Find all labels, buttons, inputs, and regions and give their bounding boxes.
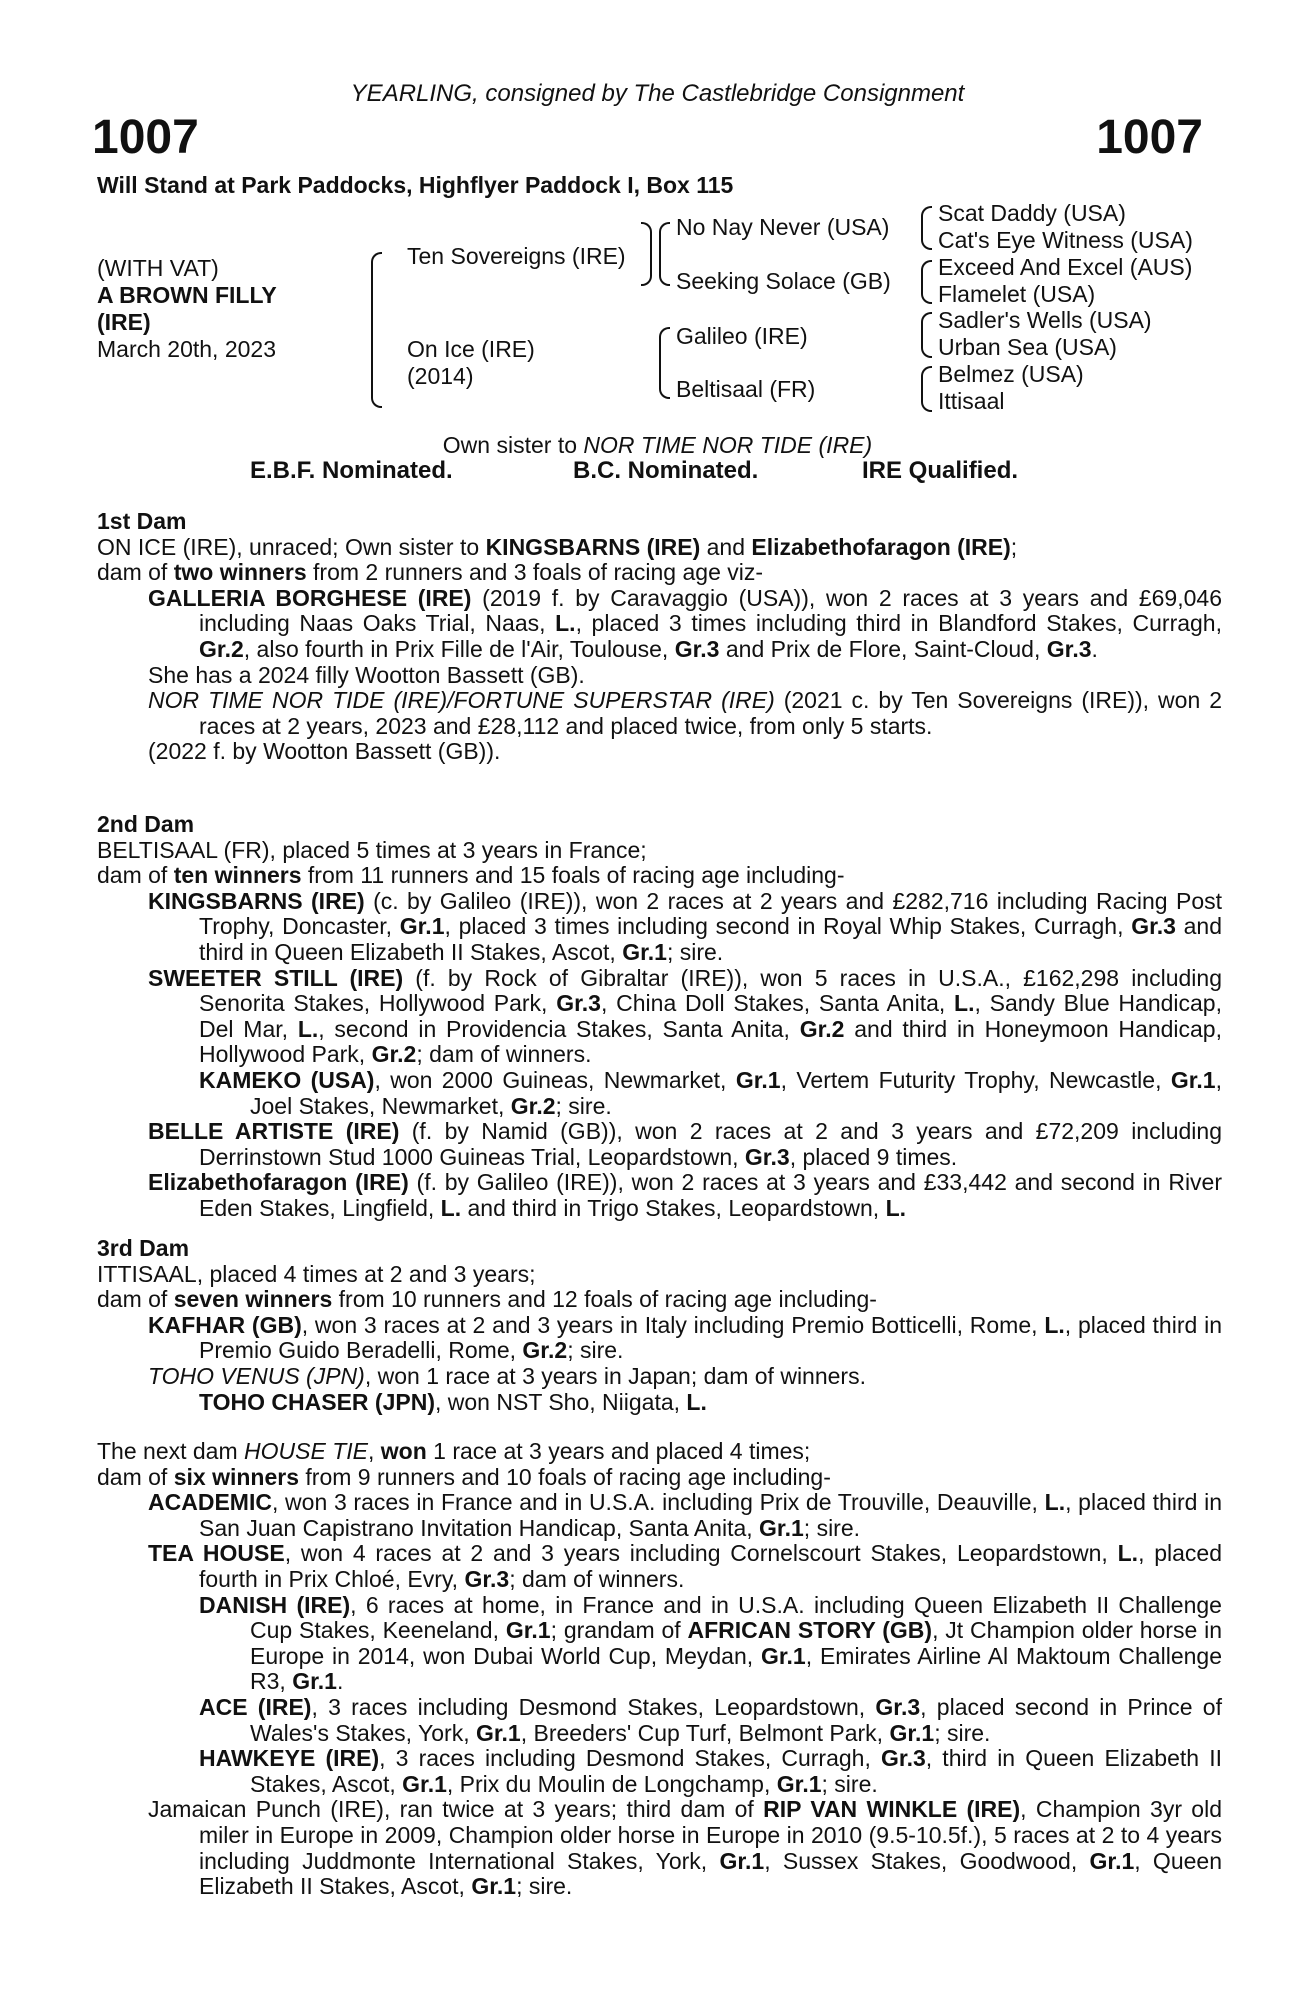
produce-summary: dam of ten winners from 11 runners and 15 foals of racing age including-: [97, 862, 845, 889]
pedigree-brace-g1: [921, 206, 932, 250]
produce-summary: dam of two winners from 2 runners and 3 foals of racing age viz-: [97, 559, 764, 586]
dam-line: ITTISAAL, placed 4 times at 2 and 3 years;: [97, 1260, 536, 1287]
produce-entry: KINGSBARNS (IRE) (c. by Galileo (IRE)), won 2 races at 2 years and £282,716 including Racing Post Trophy, Doncaster, Gr.1, placed 3 times including second in Royal Whip Stakes, Curragh, Gr.3 and third in Queen Elizabeth II Stakes, Ascot, Gr.1; sire.: [148, 887, 1223, 965]
dam-line: BELTISAAL (FR), placed 5 times at 3 years in France;: [97, 836, 647, 863]
pedigree-brace-main: [371, 252, 382, 408]
dam-dam-name: Beltisaal (FR): [676, 376, 816, 402]
pedigree-brace-g4: [921, 366, 932, 412]
produce-entry: DANISH (IRE), 6 races at home, in France and in U.S.A. including Queen Elizabeth II Challenge Cup Stakes, Keeneland, Gr.1; grandam of AFRICAN STORY (GB), Jt Champion older horse in Europe in 2014, won Dubai World Cup, Meydan, Gr.1, Emirates Airline Al Maktoum Challenge R3, Gr.1.: [199, 1591, 1222, 1695]
pedigree-brace-sire-parents: [659, 222, 670, 286]
produce-entry: TEA HOUSE, won 4 races at 2 and 3 years including Cornelscourt Stakes, Leopardstown, L., placed fourth in Prix Chloé, Evry, Gr.3; dam of winners.: [148, 1540, 1223, 1592]
section-third-dam: [97, 1236, 1222, 1415]
consignment-line: YEARLING, consigned by The Castlebridge Consignment: [350, 80, 965, 107]
produce-entry: Elizabethofaragon (IRE) (f. by Galileo (IRE)), won 2 races at 3 years and £33,442 and second in River Eden Stakes, Lingfield, L. and third in Trigo Stakes, Leopardstown, L.: [148, 1169, 1223, 1221]
section-title: 3rd Dam: [97, 1235, 190, 1261]
sister-note: Own sister to NOR TIME NOR TIDE (IRE): [442, 432, 873, 458]
nomination-bc: B.C. Nominated.: [573, 457, 759, 484]
subject-dob: March 20th, 2023: [97, 336, 277, 362]
produce-entry: ACADEMIC, won 3 races in France and in U.S.A. including Prix de Trouville, Deauville, L., placed third in San Juan Capistrano Invitation Handicap, Santa Anita, Gr.1; sire.: [148, 1489, 1223, 1541]
dam-name: On Ice (IRE): [407, 336, 535, 362]
dam-year: (2014): [407, 363, 474, 389]
produce-entry: BELLE ARTISTE (IRE) (f. by Namid (GB)), won 2 races at 2 and 3 years and £72,209 including Derrinstown Stud 1000 Guineas Trial, Leopardstown, Gr.3, placed 9 times.: [148, 1118, 1222, 1170]
ancestor-4: Flamelet (USA): [938, 281, 1096, 307]
produce-entry: Jamaican Punch (IRE), ran twice at 3 years; third dam of RIP VAN WINKLE (IRE), Champion 3yr old miler in Europe in 2009, Champion older horse in Europe in 2010 (9.5-10.5f.), 5 races at 2 to 4 years including Juddmonte International Stakes, York, Gr.1, Sussex Stakes, Goodwood, Gr.1, Queen Elizabeth II Stakes, Ascot, Gr.1; sire.: [148, 1796, 1222, 1900]
produce-entry: (2022 f. by Wootton Bassett (GB)).: [148, 738, 501, 765]
subject-name-suffix: (IRE): [97, 309, 151, 335]
ancestor-3: Exceed And Excel (AUS): [938, 254, 1193, 280]
nomination-ire: IRE Qualified.: [862, 457, 1019, 484]
produce-entry: KAMEKO (USA), won 2000 Guineas, Newmarket, Gr.1, Vertem Futurity Trophy, Newcastle, Gr.1, Joel Stakes, Newmarket, Gr.2; sire.: [199, 1066, 1222, 1119]
sire-name: Ten Sovereigns (IRE): [407, 243, 626, 269]
dam-line: ON ICE (IRE), unraced; Own sister to KINGSBARNS (IRE) and Elizabethofaragon (IRE);: [97, 533, 1018, 560]
produce-entry: KAFHAR (GB), won 3 races at 2 and 3 years in Italy including Premio Botticelli, Rome, L., placed third in Premio Guido Beradelli, Rome, Gr.2; sire.: [148, 1311, 1222, 1364]
lot-number-right: 1007: [1096, 111, 1203, 164]
pedigree-brace-g3: [921, 312, 932, 358]
dam-line: The next dam HOUSE TIE, won 1 race at 3 years and placed 4 times;: [97, 1438, 811, 1464]
produce-entry: SWEETER STILL (IRE) (f. by Rock of Gibraltar (IRE)), won 5 races in U.S.A., £162,298 including Senorita Stakes, Hollywood Park, Gr.3, China Doll Stakes, Santa Anita, L., Sandy Blue Handicap, Del Mar, L., second in Providencia Stakes, Santa Anita, Gr.2 and third in Honeymoon Handicap, Hollywood Park, Gr.2; dam of winners.: [148, 964, 1222, 1068]
vat-note: (WITH VAT): [97, 255, 219, 281]
produce-summary: dam of six winners from 9 runners and 10 foals of racing age including-: [97, 1463, 831, 1490]
pedigree-brace-g2: [921, 260, 932, 304]
sire-sire-name: No Nay Never (USA): [676, 214, 890, 240]
dam-sire-name: Galileo (IRE): [676, 323, 808, 349]
produce-entry: GALLERIA BORGHESE (IRE) (2019 f. by Caravaggio (USA)), won 2 races at 3 years and £69,046 including Naas Oaks Trial, Naas, L., placed 3 times including third in Blandford Stakes, Curragh, Gr.2, also fourth in Prix Fille de l'Air, Toulouse, Gr.3 and Prix de Flore, Saint-Cloud, Gr.3.: [148, 584, 1222, 662]
produce-entry: HAWKEYE (IRE), 3 races including Desmond Stakes, Curragh, Gr.3, third in Queen Elizabeth II Stakes, Ascot, Gr.1, Prix du Moulin de Longchamp, Gr.1; sire.: [199, 1745, 1223, 1797]
ancestor-8: Ittisaal: [938, 388, 1005, 414]
ancestor-7: Belmez (USA): [938, 361, 1084, 387]
sire-dam-name: Seeking Solace (GB): [676, 268, 891, 294]
pedigree-brace-dam-parents: [659, 327, 670, 399]
section-first-dam: [97, 509, 1222, 765]
produce-entry: NOR TIME NOR TIDE (IRE)/FORTUNE SUPERSTAR (IRE) (2021 c. by Ten Sovereigns (IRE)), won 2 races at 2 years, 2023 and £28,112 and placed twice, from only 5 starts.: [148, 687, 1223, 739]
lot-number-left: 1007: [92, 111, 199, 164]
section-second-dam: [97, 812, 1222, 1222]
stand-location: Will Stand at Park Paddocks, Highflyer Paddock I, Box 115: [97, 172, 734, 198]
section-title: 2nd Dam: [97, 811, 195, 837]
produce-entry: ACE (IRE), 3 races including Desmond Stakes, Leopardstown, Gr.3, placed second in Prince of Wales's Stakes, York, Gr.1, Breeders' Cup Turf, Belmont Park, Gr.1; sire.: [199, 1693, 1222, 1746]
section-fourth-dam: [97, 1439, 1222, 1900]
subject-name: A BROWN FILLY: [97, 282, 277, 308]
produce-summary: dam of seven winners from 10 runners and 12 foals of racing age including-: [97, 1286, 877, 1313]
ancestor-6: Urban Sea (USA): [938, 334, 1117, 360]
ancestor-2: Cat's Eye Witness (USA): [938, 227, 1193, 253]
ancestor-5: Sadler's Wells (USA): [938, 307, 1152, 333]
pedigree-brace-sire: [641, 222, 652, 286]
ancestor-1: Scat Daddy (USA): [938, 200, 1126, 226]
section-title: 1st Dam: [97, 508, 187, 534]
produce-entry: TOHO VENUS (JPN), won 1 race at 3 years in Japan; dam of winners.: [148, 1362, 866, 1389]
nomination-ebf: E.B.F. Nominated.: [250, 457, 453, 484]
produce-entry: She has a 2024 filly Wootton Bassett (GB).: [148, 661, 585, 688]
produce-entry: TOHO CHASER (JPN), won NST Sho, Niigata, L.: [199, 1388, 707, 1415]
